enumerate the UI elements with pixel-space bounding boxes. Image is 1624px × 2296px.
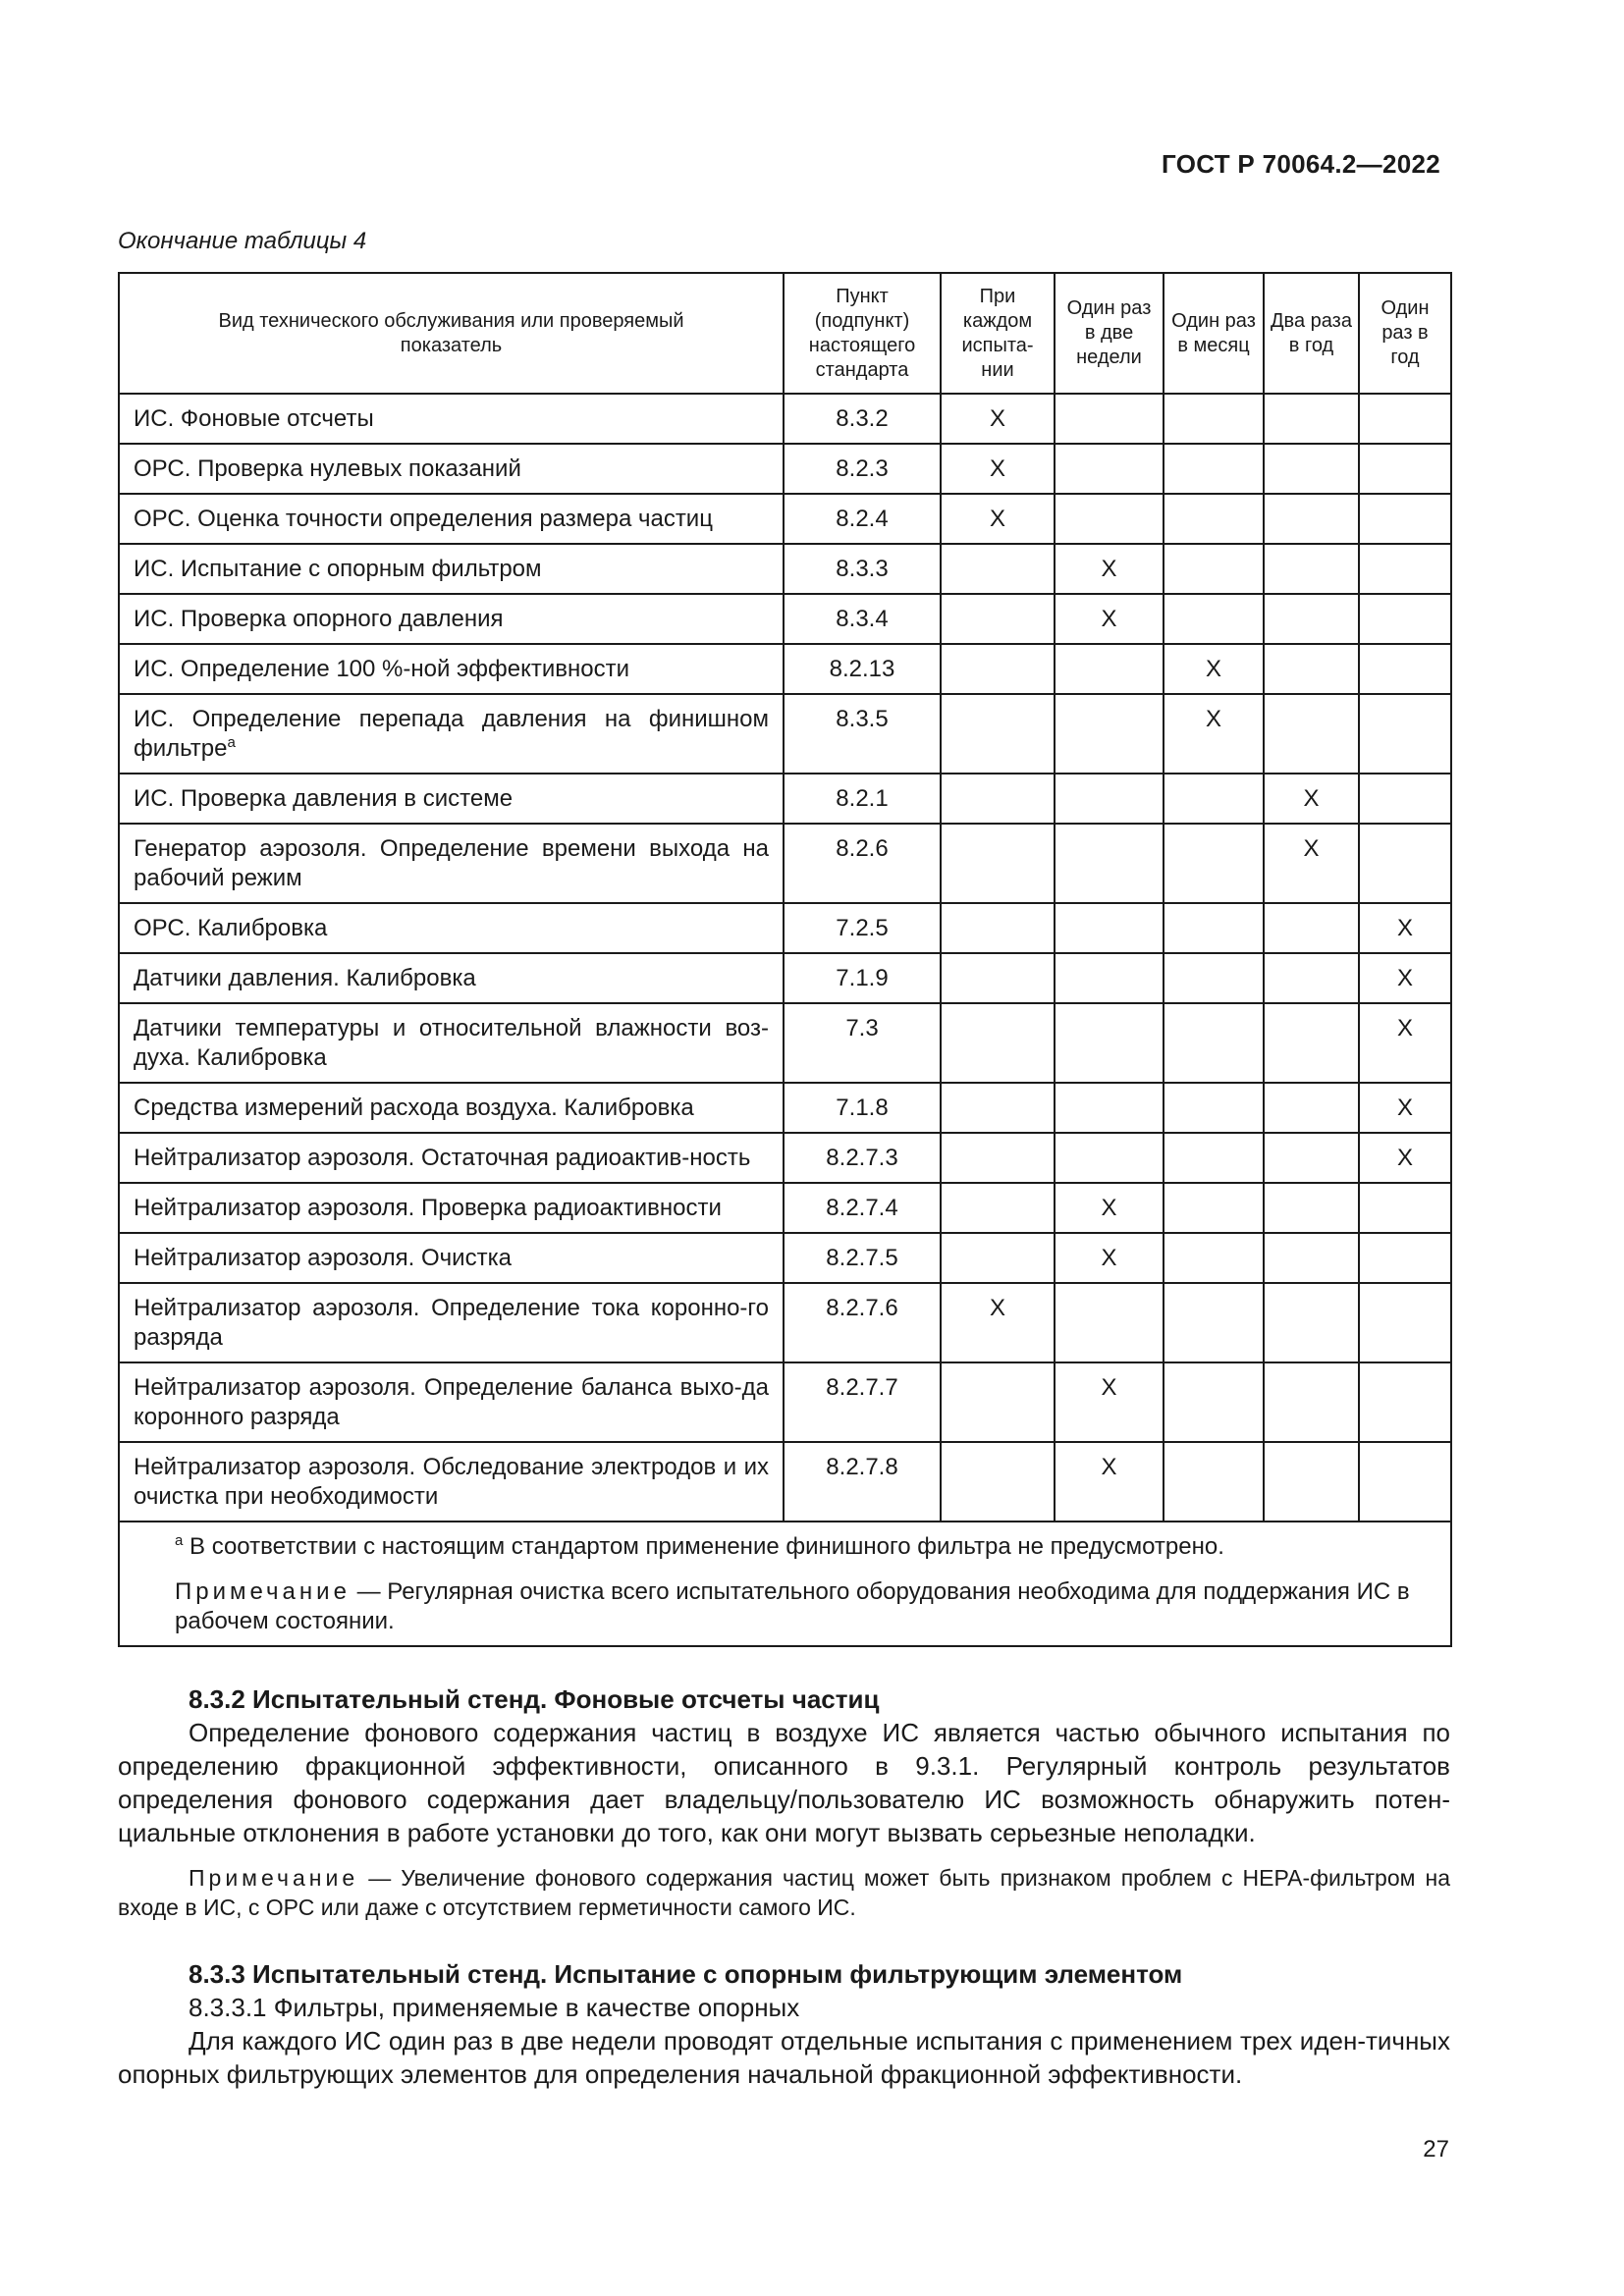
row-name-cell xyxy=(119,1233,784,1283)
clause-cell: 8.2.13 xyxy=(784,644,941,694)
table-row xyxy=(119,444,1451,494)
frequency-mark-cell xyxy=(1164,1183,1264,1233)
clause-cell: 8.2.7.8 xyxy=(784,1442,941,1522)
table-header-row xyxy=(119,273,1451,394)
row-name-cell xyxy=(119,774,784,824)
frequency-mark-cell xyxy=(1359,1362,1451,1442)
frequency-mark-cell xyxy=(1264,1133,1359,1183)
standard-code: ГОСТ Р 70064.2—2022 xyxy=(1162,149,1440,179)
frequency-mark-cell xyxy=(941,1233,1055,1283)
table-row xyxy=(119,544,1451,594)
frequency-mark-cell xyxy=(1164,1442,1264,1522)
row-name-cell xyxy=(119,694,784,774)
frequency-mark-cell xyxy=(941,824,1055,903)
frequency-mark-cell xyxy=(941,544,1055,594)
table-row xyxy=(119,1083,1451,1133)
frequency-mark-cell: X xyxy=(1164,644,1264,694)
frequency-mark-cell xyxy=(1164,544,1264,594)
frequency-mark-cell xyxy=(1055,953,1164,1003)
frequency-mark-cell xyxy=(941,1083,1055,1133)
section-heading: 8.3.2 Испытательный стенд. Фоновые отсчеты частиц xyxy=(189,1684,880,1714)
column-header: Вид технического обслуживания или проверяемый показатель xyxy=(119,273,784,394)
table-row xyxy=(119,774,1451,824)
clause-cell: 8.2.1 xyxy=(784,774,941,824)
frequency-mark-cell: X xyxy=(1055,1362,1164,1442)
frequency-mark-cell xyxy=(1055,1283,1164,1362)
clause-cell: 8.2.7.7 xyxy=(784,1362,941,1442)
table-body xyxy=(119,394,1451,1522)
frequency-mark-cell xyxy=(1055,494,1164,544)
frequency-mark-cell: X xyxy=(1359,1003,1451,1083)
frequency-mark-cell xyxy=(1264,694,1359,774)
row-name: Датчики температуры и относительной влажности воз-духа. Калибровка xyxy=(134,1015,769,1071)
frequency-mark-cell xyxy=(941,903,1055,953)
table-footnotes xyxy=(119,1522,1451,1646)
frequency-mark-cell: X xyxy=(1055,1442,1164,1522)
table-row xyxy=(119,694,1451,774)
row-name: Нейтрализатор аэрозоля. Проверка радиоактивности xyxy=(134,1195,722,1221)
frequency-mark-cell: X xyxy=(941,444,1055,494)
table-row xyxy=(119,824,1451,903)
row-name-cell xyxy=(119,1133,784,1183)
frequency-mark-cell xyxy=(941,953,1055,1003)
frequency-mark-cell: X xyxy=(941,494,1055,544)
row-name-cell xyxy=(119,903,784,953)
frequency-mark-cell xyxy=(1359,594,1451,644)
frequency-mark-cell xyxy=(1264,1442,1359,1522)
frequency-mark-cell xyxy=(1264,953,1359,1003)
section-note xyxy=(118,1863,1450,1922)
frequency-mark-cell xyxy=(1055,903,1164,953)
frequency-mark-cell xyxy=(1055,394,1164,444)
footnote-mark: a xyxy=(175,1532,184,1549)
section-8-3-3 xyxy=(118,1957,1450,2091)
column-header: Пункт (подпункт) настоящего стандарта xyxy=(784,273,941,394)
frequency-mark-cell xyxy=(1359,1183,1451,1233)
frequency-mark-cell xyxy=(1359,694,1451,774)
note-label: Примечание xyxy=(189,1865,359,1891)
subsection-heading: 8.3.3.1 Фильтры, применяемые в качестве опорных xyxy=(189,1993,800,2022)
table-row xyxy=(119,1362,1451,1442)
clause-cell: 8.3.2 xyxy=(784,394,941,444)
row-name: Нейтрализатор аэрозоля. Обследование электродов и их очистка при необходимости xyxy=(134,1454,769,1510)
frequency-mark-cell: X xyxy=(1055,1183,1164,1233)
table-row xyxy=(119,494,1451,544)
frequency-mark-cell xyxy=(1359,444,1451,494)
frequency-mark-cell xyxy=(1055,444,1164,494)
row-name: ИС. Определение перепада давления на финишном фильтре xyxy=(134,706,769,762)
frequency-mark-cell xyxy=(1055,774,1164,824)
frequency-mark-cell: X xyxy=(941,394,1055,444)
clause-cell: 7.3 xyxy=(784,1003,941,1083)
note-text: — Увеличение фонового содержания частиц может быть признаком проблем с HEPA-фильтром на входе в ИС, с ОРС или даже с отсутствием герметичности самого ИС. xyxy=(118,1865,1450,1920)
frequency-mark-cell xyxy=(1164,953,1264,1003)
clause-cell: 8.2.7.5 xyxy=(784,1233,941,1283)
clause-cell: 8.2.7.4 xyxy=(784,1183,941,1233)
frequency-mark-cell: X xyxy=(1264,774,1359,824)
clause-cell: 7.1.9 xyxy=(784,953,941,1003)
table-row xyxy=(119,394,1451,444)
table-caption: Окончание таблицы 4 xyxy=(118,228,367,254)
table-row xyxy=(119,1442,1451,1522)
row-name: ИС. Испытание с опорным фильтром xyxy=(134,556,542,582)
frequency-mark-cell xyxy=(941,1003,1055,1083)
note-label: Примечание xyxy=(175,1578,351,1605)
row-name: ИС. Проверка опорного давления xyxy=(134,606,504,632)
frequency-mark-cell xyxy=(1164,1283,1264,1362)
frequency-mark-cell xyxy=(1164,774,1264,824)
frequency-mark-cell xyxy=(1264,394,1359,444)
table-row xyxy=(119,953,1451,1003)
row-name: Генератор аэрозоля. Определение времени выхода на рабочий режим xyxy=(134,835,769,891)
column-header: При каждом испыта-нии xyxy=(941,273,1055,394)
frequency-mark-cell xyxy=(1359,394,1451,444)
table-footer-row xyxy=(119,1522,1451,1646)
row-name-cell xyxy=(119,1083,784,1133)
row-name-cell xyxy=(119,594,784,644)
frequency-mark-cell: X xyxy=(1359,953,1451,1003)
frequency-mark-cell xyxy=(1359,494,1451,544)
footnote-text: В соответствии с настоящим стандартом применение финишного фильтра не предусмотрено. xyxy=(183,1533,1224,1560)
clause-cell: 8.2.3 xyxy=(784,444,941,494)
table-row xyxy=(119,903,1451,953)
frequency-mark-cell xyxy=(1359,1283,1451,1362)
row-name-cell xyxy=(119,1183,784,1233)
frequency-mark-cell xyxy=(941,694,1055,774)
footnote-ref: a xyxy=(227,734,236,751)
table-row xyxy=(119,1283,1451,1362)
frequency-mark-cell: X xyxy=(1055,594,1164,644)
section-paragraph: Определение фонового содержания частиц в воздухе ИС является частью обычного испытания по определению фракционной эффективности, описанного в 9.3.1. Регулярный контроль результатов определения фонового содержания дает владельцу/пользователю ИС возможность обнаружить потен-циальные отклонения в работе установки до того, как они могут вызвать серьезные неполадки. xyxy=(118,1718,1450,1847)
row-name: Нейтрализатор аэрозоля. Определение баланса выхо-да коронного разряда xyxy=(134,1374,769,1430)
note-text: — Регулярная очистка всего испытательного оборудования необходима для поддержания ИС в рабочем состоянии. xyxy=(175,1578,1410,1634)
row-name: Датчики давления. Калибровка xyxy=(134,965,476,991)
frequency-mark-cell xyxy=(1359,1442,1451,1522)
frequency-mark-cell: X xyxy=(1359,903,1451,953)
clause-cell: 7.2.5 xyxy=(784,903,941,953)
frequency-mark-cell xyxy=(1164,1362,1264,1442)
row-name: Нейтрализатор аэрозоля. Очистка xyxy=(134,1245,512,1271)
frequency-mark-cell: X xyxy=(1164,694,1264,774)
frequency-mark-cell: X xyxy=(941,1283,1055,1362)
frequency-mark-cell xyxy=(1164,594,1264,644)
table-row xyxy=(119,644,1451,694)
frequency-mark-cell xyxy=(941,1442,1055,1522)
column-header: Один раз в две недели xyxy=(1055,273,1164,394)
clause-cell: 7.1.8 xyxy=(784,1083,941,1133)
frequency-mark-cell xyxy=(1164,1083,1264,1133)
frequency-mark-cell: X xyxy=(1359,1083,1451,1133)
row-name: Нейтрализатор аэрозоля. Определение тока коронно-го разряда xyxy=(134,1295,769,1351)
frequency-mark-cell: X xyxy=(1359,1133,1451,1183)
clause-cell: 8.2.7.6 xyxy=(784,1283,941,1362)
page-number: 27 xyxy=(1423,2136,1449,2163)
frequency-mark-cell xyxy=(1055,644,1164,694)
frequency-mark-cell xyxy=(1264,1362,1359,1442)
frequency-mark-cell xyxy=(941,1362,1055,1442)
frequency-mark-cell: X xyxy=(1264,824,1359,903)
frequency-mark-cell xyxy=(1055,1133,1164,1183)
frequency-mark-cell xyxy=(1264,1083,1359,1133)
frequency-mark-cell xyxy=(1264,1003,1359,1083)
table-row xyxy=(119,1003,1451,1083)
clause-cell: 8.3.3 xyxy=(784,544,941,594)
frequency-mark-cell xyxy=(1264,1233,1359,1283)
row-name-cell xyxy=(119,394,784,444)
frequency-mark-cell xyxy=(941,774,1055,824)
column-header: Два раза в год xyxy=(1264,273,1359,394)
column-header: Один раз в год xyxy=(1359,273,1451,394)
row-name: Нейтрализатор аэрозоля. Остаточная радиоактив-ность xyxy=(134,1145,751,1171)
frequency-mark-cell xyxy=(1055,1083,1164,1133)
row-name-cell xyxy=(119,1362,784,1442)
frequency-mark-cell xyxy=(941,1183,1055,1233)
frequency-mark-cell xyxy=(1164,1133,1264,1183)
frequency-mark-cell xyxy=(1055,694,1164,774)
frequency-mark-cell xyxy=(1264,903,1359,953)
row-name-cell xyxy=(119,494,784,544)
table-row xyxy=(119,1133,1451,1183)
frequency-mark-cell xyxy=(1264,494,1359,544)
frequency-mark-cell: X xyxy=(1055,1233,1164,1283)
row-name: ОРС. Проверка нулевых показаний xyxy=(134,455,521,482)
row-name-cell xyxy=(119,544,784,594)
row-name: ИС. Фоновые отсчеты xyxy=(134,405,374,432)
section-8-3-2 xyxy=(118,1682,1450,1922)
frequency-mark-cell xyxy=(1164,394,1264,444)
row-name: Средства измерений расхода воздуха. Калибровка xyxy=(134,1095,694,1121)
section-heading: 8.3.3 Испытательный стенд. Испытание с опорным фильтрующим элементом xyxy=(189,1959,1183,1989)
clause-cell: 8.3.4 xyxy=(784,594,941,644)
row-name-cell xyxy=(119,1003,784,1083)
frequency-mark-cell xyxy=(1055,824,1164,903)
row-name: ИС. Определение 100 %-ной эффективности xyxy=(134,656,630,682)
frequency-mark-cell: X xyxy=(1055,544,1164,594)
row-name-cell xyxy=(119,444,784,494)
frequency-mark-cell xyxy=(1055,1003,1164,1083)
frequency-mark-cell xyxy=(1164,903,1264,953)
frequency-mark-cell xyxy=(1164,1233,1264,1283)
section-paragraph: Для каждого ИС один раз в две недели проводят отдельные испытания с применением трех иден-тичных опорных фильтрующих элементов для определения начальной фракционной эффективности. xyxy=(118,2026,1450,2089)
frequency-mark-cell xyxy=(1359,774,1451,824)
frequency-mark-cell xyxy=(941,644,1055,694)
frequency-mark-cell xyxy=(1359,1233,1451,1283)
row-name: ОРС. Оценка точности определения размера частиц xyxy=(134,506,713,532)
table-note xyxy=(134,1577,1436,1636)
frequency-mark-cell xyxy=(1164,824,1264,903)
frequency-mark-cell xyxy=(1359,544,1451,594)
table-row xyxy=(119,1233,1451,1283)
clause-cell: 8.2.7.3 xyxy=(784,1133,941,1183)
row-name-cell xyxy=(119,1283,784,1362)
frequency-mark-cell xyxy=(1359,824,1451,903)
frequency-mark-cell xyxy=(941,594,1055,644)
row-name-cell xyxy=(119,953,784,1003)
table-footnote xyxy=(134,1532,1436,1562)
clause-cell: 8.2.4 xyxy=(784,494,941,544)
frequency-mark-cell xyxy=(1164,1003,1264,1083)
clause-cell: 8.2.6 xyxy=(784,824,941,903)
frequency-mark-cell xyxy=(1264,594,1359,644)
frequency-mark-cell xyxy=(1264,644,1359,694)
frequency-mark-cell xyxy=(941,1133,1055,1183)
frequency-mark-cell xyxy=(1264,444,1359,494)
row-name-cell xyxy=(119,1442,784,1522)
frequency-mark-cell xyxy=(1264,1183,1359,1233)
row-name-cell xyxy=(119,824,784,903)
frequency-mark-cell xyxy=(1164,444,1264,494)
table-row xyxy=(119,594,1451,644)
row-name-cell xyxy=(119,644,784,694)
clause-cell: 8.3.5 xyxy=(784,694,941,774)
frequency-mark-cell xyxy=(1164,494,1264,544)
column-header: Один раз в месяц xyxy=(1164,273,1264,394)
maintenance-table xyxy=(118,272,1452,1647)
row-name: ОРС. Калибровка xyxy=(134,915,328,941)
frequency-mark-cell xyxy=(1359,644,1451,694)
frequency-mark-cell xyxy=(1264,544,1359,594)
table-row xyxy=(119,1183,1451,1233)
row-name: ИС. Проверка давления в системе xyxy=(134,785,514,812)
frequency-mark-cell xyxy=(1264,1283,1359,1362)
